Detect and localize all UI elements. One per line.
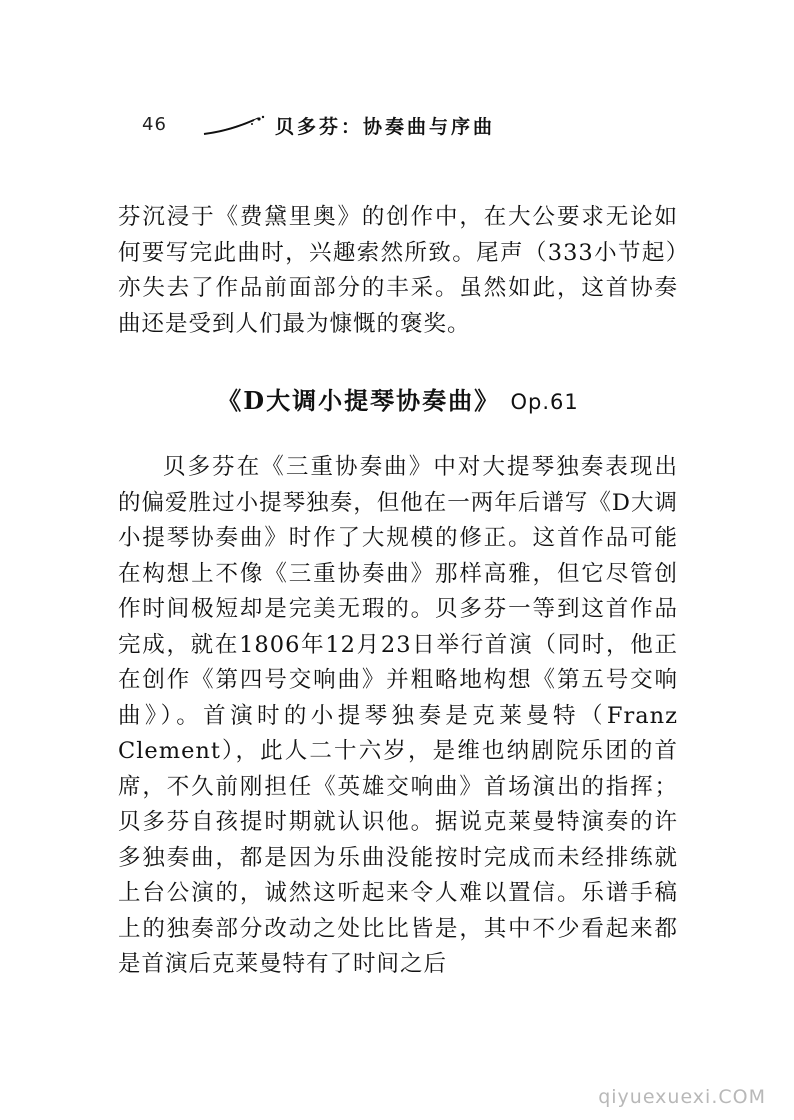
page-number: 46	[142, 114, 167, 135]
section-heading	[118, 381, 678, 416]
page-header	[142, 112, 682, 148]
section-title: 《D大调小提琴协奏曲》	[217, 386, 501, 415]
ornament-flourish-icon	[202, 112, 266, 138]
running-title: 贝多芬：协奏曲与序曲	[275, 116, 496, 138]
intro-paragraph: 芬沉浸于《费黛里奥》的创作中，在大公要求无论如何要写完此曲时，兴趣索然所致。尾声（333小节起）亦失去了作品前面部分的丰采。虽然如此，这首协奏曲还是受到人们最为慷慨的褒奖。	[118, 204, 678, 337]
watermark: qiyuexuexi.COM	[598, 1086, 766, 1108]
main-paragraph: 贝多芬在《三重协奏曲》中对大提琴独奏表现出的偏爱胜过小提琴独奏，但他在一两年后谱写《D大调小提琴协奏曲》时作了大规模的修正。这首作品可能在构想上不像《三重协奏曲》那样高雅，但它尽管创作时间极短却是完美无瑕的。贝多芬一等到这首作品完成，就在1806年12月23日举行首演（同时，他正在创作《第四号交响曲》并粗略地构想《第五号交响曲》）。首演时的小提琴独奏是克莱曼特（Franz Clement），此人二十六岁，是维也纳剧院乐团的首席，不久前刚担任《英雄交响曲》首场演出的指挥；贝多芬自孩提时期就认识他。据说克莱曼特演奏的许多独奏曲，都是因为乐曲没能按时完成而未经排练就上台公演的，诚然这听起来令人难以置信。乐谱手稿上的独奏部分改动之处比比皆是，其中不少看起来都是首演后克莱曼特有了时间之后	[118, 454, 678, 977]
opus-number: Op.61	[510, 390, 579, 414]
